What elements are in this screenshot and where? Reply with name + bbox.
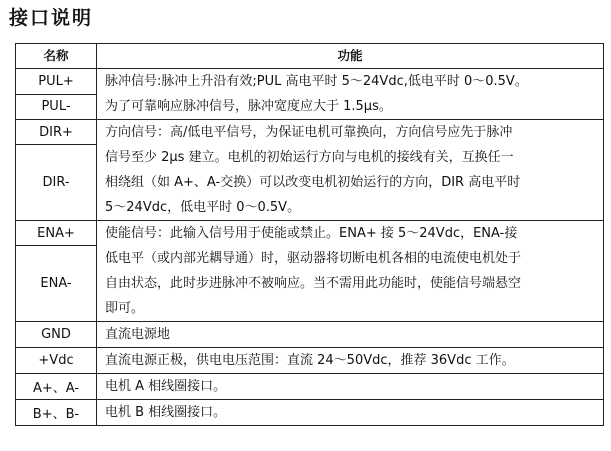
table-row-pul-plus — [16, 69, 604, 95]
desc-line: 5～24Vdc，低电平时 0～0.5V。 — [105, 200, 301, 215]
desc-line: 低电平（或内部光耦导通）时，驱动器将切断电机各相的电流使电机处于 — [105, 251, 522, 266]
signal-name-dir-minus: DIR- — [16, 145, 97, 221]
signal-name-b-phase: B+、B- — [16, 400, 97, 426]
table-row-b-phase — [16, 400, 604, 426]
table-row-dir-plus — [16, 120, 604, 145]
signal-desc-ena — [97, 221, 604, 322]
signal-desc-pul — [97, 69, 604, 120]
desc-line: 方向信号：高/低电平信号，为保证电机可靠换向，方向信号应先于脉冲 — [105, 125, 513, 140]
table-row-a-phase — [16, 374, 604, 400]
signal-name-ena-plus: ENA+ — [16, 221, 97, 246]
signal-name-gnd: GND — [16, 322, 97, 348]
signal-desc-gnd: 直流电源地 — [97, 322, 604, 348]
desc-line: 使能信号：此输入信号用于使能或禁止。ENA+ 接 5～24Vdc，ENA-接 — [105, 226, 518, 241]
desc-line: 为了可靠响应脉冲信号，脉冲宽度应大于 1.5μs。 — [105, 99, 392, 114]
desc-line: 脉冲信号:脉冲上升沿有效;PUL 高电平时 5～24Vdc,低电平时 0～0.5V。 — [105, 74, 528, 89]
interface-table — [15, 43, 604, 426]
desc-line: 自由状态，此时步进脉冲不被响应。当不需用此功能时，使能信号端悬空 — [105, 276, 522, 291]
signal-name-pul-minus: PUL- — [16, 94, 97, 120]
table-row-gnd — [16, 322, 604, 348]
table-row-vdc — [16, 348, 604, 374]
desc-line: 相绕组（如 A+、A-交换）可以改变电机初始运行的方向，DIR 高电平时 — [105, 175, 521, 190]
header-name: 名称 — [16, 44, 97, 69]
signal-name-ena-minus: ENA- — [16, 246, 97, 322]
signal-desc-vdc: 直流电源正极，供电电压范围：直流 24～50Vdc，推荐 36Vdc 工作。 — [97, 348, 604, 374]
page-title: 接口说明 — [9, 7, 94, 29]
signal-desc-a-phase: 电机 A 相线圈接口。 — [97, 374, 604, 400]
desc-line: 即可。 — [105, 301, 145, 316]
table-header-row — [16, 44, 604, 69]
desc-line: 信号至少 2μs 建立。电机的初始运行方向与电机的接线有关，互换任一 — [105, 150, 514, 165]
table-row-ena-plus — [16, 221, 604, 246]
signal-desc-dir — [97, 120, 604, 221]
signal-name-dir-plus: DIR+ — [16, 120, 97, 145]
signal-desc-b-phase: 电机 B 相线圈接口。 — [97, 400, 604, 426]
signal-name-a-phase: A+、A- — [16, 374, 97, 400]
header-function: 功能 — [97, 44, 604, 69]
signal-name-pul-plus: PUL+ — [16, 69, 97, 95]
signal-name-vdc: +Vdc — [16, 348, 97, 374]
